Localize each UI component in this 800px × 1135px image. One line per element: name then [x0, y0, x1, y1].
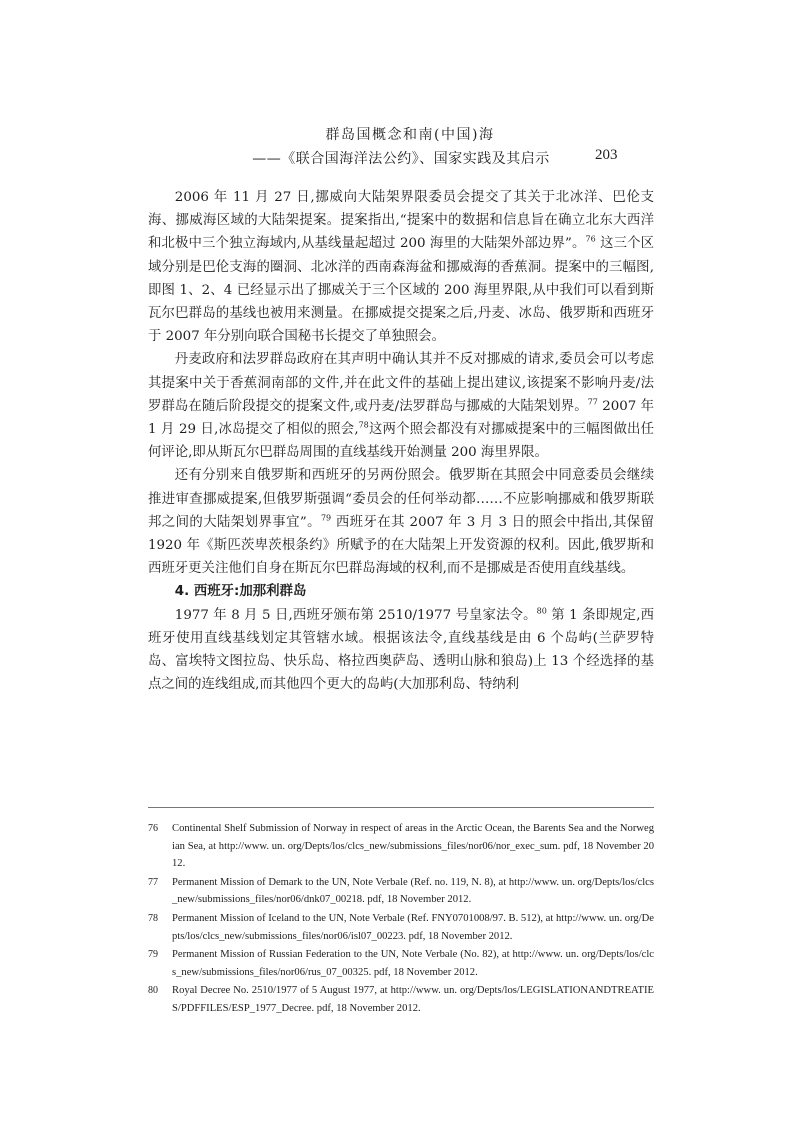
section-heading: 4. 西班牙:加那利群岛: [174, 584, 307, 600]
footnote-text: Royal Decree No. 2510/1977 of 5 August 1977, at http://www. un. org/Depts/los/LEGISLATIONANDTREATIES/PDFFILES/ESP_1977_Decree. pdf, 18 November 2012.: [172, 985, 654, 1014]
footnote-number: 79: [148, 949, 158, 961]
footnotes: [148, 820, 654, 1019]
page-number: 203: [595, 147, 618, 163]
footnote-number: 77: [148, 876, 158, 888]
footnote-number: 80: [148, 985, 158, 997]
footnote-text: Permanent Mission of Iceland to the UN, Note Verbale (Ref. FNY0701008/97. B. 512), at http://www. un. org/Depts/los/clcs_new/submissions_files/nor06/isl07_00223. pdf, 18 November 2012.: [172, 912, 654, 942]
footnote-number: 76: [148, 823, 158, 834]
footnote-number: 78: [148, 912, 158, 924]
footnote-text: Continental Shelf Submission of Norway in respect of areas in the Arctic Ocean, the Barents Sea and the Norwegian Sea, at http://www. un. org/Depts/los/clcs_new/submissions_files/nor06/nor_exec_sum. pdf, 18 November 2012.: [172, 823, 654, 870]
footnote-text: Permanent Mission of Russian Federation to the UN, Note Verbale (No. 82), at http://www. un. org/Depts/los/clcs_new/submissions_files/nor06/rus_07_00325. pdf, 18 November 2012.: [172, 949, 654, 978]
footnote-marker: 78: [358, 420, 369, 430]
footnote-79: [148, 946, 654, 981]
footnote-77: [148, 874, 654, 909]
paragraph: 2006 年 11 月 27 日,挪威向大陆架界限委员会提交了其关于北冰洋、巴伦支海、挪威海区域的大陆架提案。提案指出,“提案中的数据和信息旨在确立北东大西洋和北极中三个独立海域内,从基线量起超过 200 海里的大陆架外部边界”。$^{76}$ 这三个区域分别是巴伦支海的圈洞、北冰洋的西南森海盆和挪威海的香蕉洞。提案中的三幅图,即图 1、2、4 已经显示出了挪威关于三个区域的 200 海里界限,从中我们可以看到斯瓦尔巴群岛的基线也被用来测量。在挪威提交提案之后,丹麦、冰岛、俄罗斯和西班牙于 2007 年分别向联合国秘书长提交了单独照会。: [148, 190, 654, 345]
main-text: [148, 186, 654, 696]
footnote-marker: 76: [585, 234, 596, 244]
footnote-marker: 79: [320, 513, 332, 523]
footnote-78: [148, 910, 654, 945]
header-subtitle: ——《联合国海洋法公约》、国家实践及其启示: [252, 151, 550, 167]
footnote-text: Permanent Mission of Demark to the UN, Note Verbale (Ref. no. 119, N. 8), at http://www. un. org/Depts/los/clcs_new/submissions_files/nor06/dnk07_00218. pdf, 18 November 2012.: [172, 876, 654, 906]
footnote-76: [148, 820, 654, 873]
footnote-divider: [148, 807, 654, 808]
footnote-80: [148, 982, 654, 1017]
paragraph: 丹麦政府和法罗群岛政府在其声明中确认其并不反对挪威的请求,委员会可以考虑其提案中关于香蕉洞南部的文件,并在此文件的基础上提出建议,该提案不影响丹麦/法罗群岛在随后阶段提交的提案文件,或丹麦/法罗群岛与挪威的大陆架划界。$^{77}$ 2007 年 1 月 29 日,冰岛提交了相似的照会,$^{78}$这两个照会都没有对挪威提案中的三幅图做出任何评论,即从斯瓦尔巴群岛周围的直线基线开始测量 200 海里界限。: [148, 352, 655, 461]
header-title: 群岛国概念和南(中国)海: [325, 127, 495, 143]
paragraph: 还有分别来自俄罗斯和西班牙的另两份照会。俄罗斯在其照会中同意委员会继续推进审查挪威提案,但俄罗斯强调“委员会的任何举动都……不应影响挪威和俄罗斯联邦之间的大陆架划界事宜”。$^{79}$ 西班牙在其 2007 年 3 月 3 日的照会中指出,其保留 1920 年《斯匹茨卑茨根条约》所赋予的在大陆架上开发资源的权利。因此,俄罗斯和西班牙更关注他们自身在斯瓦尔巴群岛海域的权利,而不是挪威是否使用直线基线。: [148, 468, 654, 577]
footnote-marker: 80: [536, 606, 547, 616]
paragraph: 1977 年 8 月 5 日,西班牙颁布第 2510/1977 号皇家法令。$^{80}$ 第 1 条即规定,西班牙使用直线基线划定其管辖水域。根据该法令,直线基线是由 6 个岛屿(兰萨罗特岛、富埃特文图拉岛、快乐岛、格拉西奥萨岛、透明山脉和狼岛)上 13 个经选择的基点之间的连线组成,而其他四个更大的岛屿(大加那利岛、特纳利: [148, 606, 654, 693]
footnote-marker: 77: [587, 397, 598, 407]
